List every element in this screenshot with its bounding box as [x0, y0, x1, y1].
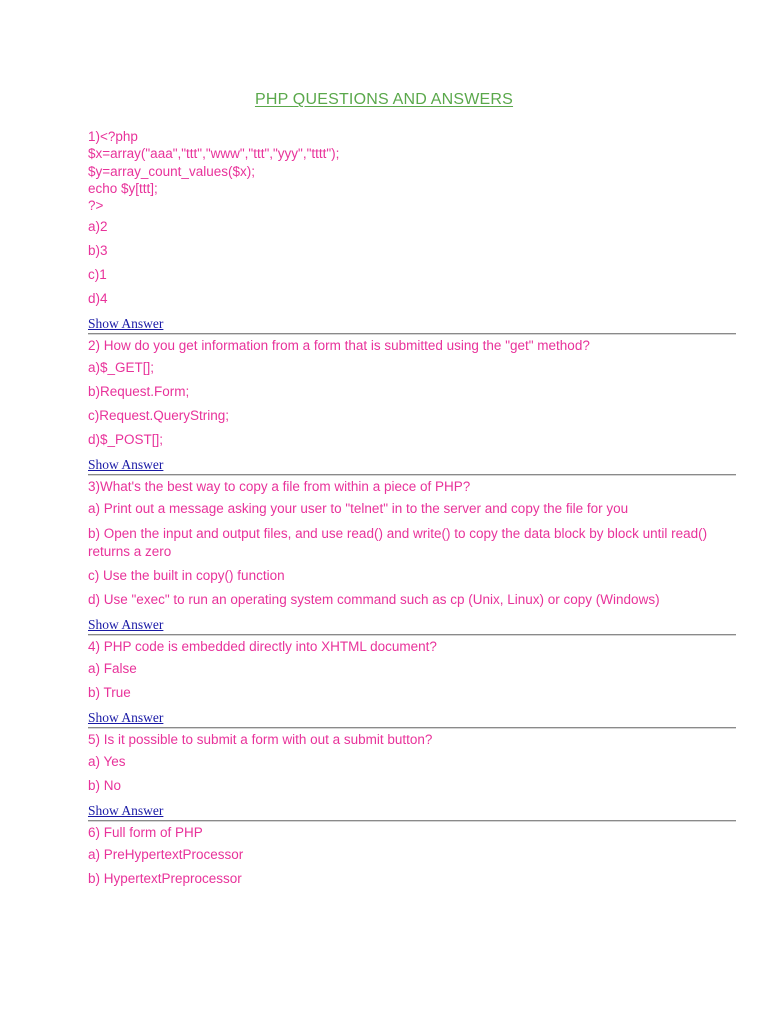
question-2 [88, 338, 736, 476]
answer-option: a)2 [88, 219, 108, 235]
question-text: 2) How do you get information from a form that is submitted using the "get" method? [88, 338, 590, 354]
answer-option: b) HypertextPreprocessor [88, 871, 242, 887]
divider [88, 820, 736, 822]
question-list [88, 128, 736, 895]
divider [88, 333, 736, 335]
answer-option: a) PreHypertextProcessor [88, 847, 244, 863]
show-answer-link-4[interactable]: Show Answer [88, 710, 164, 726]
question-3 [88, 479, 736, 636]
question-1-code [88, 128, 736, 214]
question-4 [88, 639, 736, 729]
question-text: 3)What's the best way to copy a file from within a piece of PHP? [88, 479, 471, 495]
answer-option: a) False [88, 661, 137, 677]
question-text: 5) Is it possible to submit a form with out a submit button? [88, 732, 433, 748]
code-line: ?> [88, 198, 104, 214]
divider [88, 634, 736, 636]
code-line: 1)<?php [88, 129, 138, 144]
answer-option: c)Request.QueryString; [88, 408, 230, 424]
answer-option: b)3 [88, 243, 108, 259]
answer-option: c) Use the built in copy() function [88, 568, 285, 584]
divider [88, 474, 736, 476]
question-text: 6) Full form of PHP [88, 825, 203, 841]
show-answer-link-3[interactable]: Show Answer [88, 617, 164, 633]
show-answer-link-2[interactable]: Show Answer [88, 457, 164, 473]
code-line: $x=array("aaa","ttt","www","ttt","yyy","tttt"); [88, 146, 340, 162]
answer-option: b)Request.Form; [88, 384, 190, 400]
answer-option: d) Use "exec" to run an operating system command such as cp (Unix, Linux) or copy (Windows) [88, 592, 660, 608]
question-1 [88, 128, 736, 335]
answer-option: b) No [88, 778, 122, 794]
question-6 [88, 825, 736, 887]
show-answer-link-5[interactable]: Show Answer [88, 803, 164, 819]
answer-option: a) Yes [88, 754, 126, 770]
answer-option: a)$_GET[]; [88, 360, 155, 376]
page-title: PHP QUESTIONS AND ANSWERS [254, 91, 514, 108]
answer-option: d)4 [88, 291, 108, 307]
answer-option: b) Open the input and output files, and use read() and write() to copy the data block by block until read() returns a zero [88, 526, 708, 559]
divider [88, 727, 736, 729]
code-line: echo $y[ttt]; [88, 180, 158, 196]
answer-option: b) True [88, 685, 131, 701]
question-5 [88, 732, 736, 822]
answer-option: c)1 [88, 267, 107, 283]
question-text: 4) PHP code is embedded directly into XHTML document? [88, 639, 437, 655]
code-line: $y=array_count_values($x); [88, 163, 255, 179]
answer-option: a) Print out a message asking your user to "telnet" in to the server and copy the file for you [88, 501, 629, 517]
answer-option: d)$_POST[]; [88, 432, 164, 448]
show-answer-link-1[interactable]: Show Answer [88, 316, 164, 332]
